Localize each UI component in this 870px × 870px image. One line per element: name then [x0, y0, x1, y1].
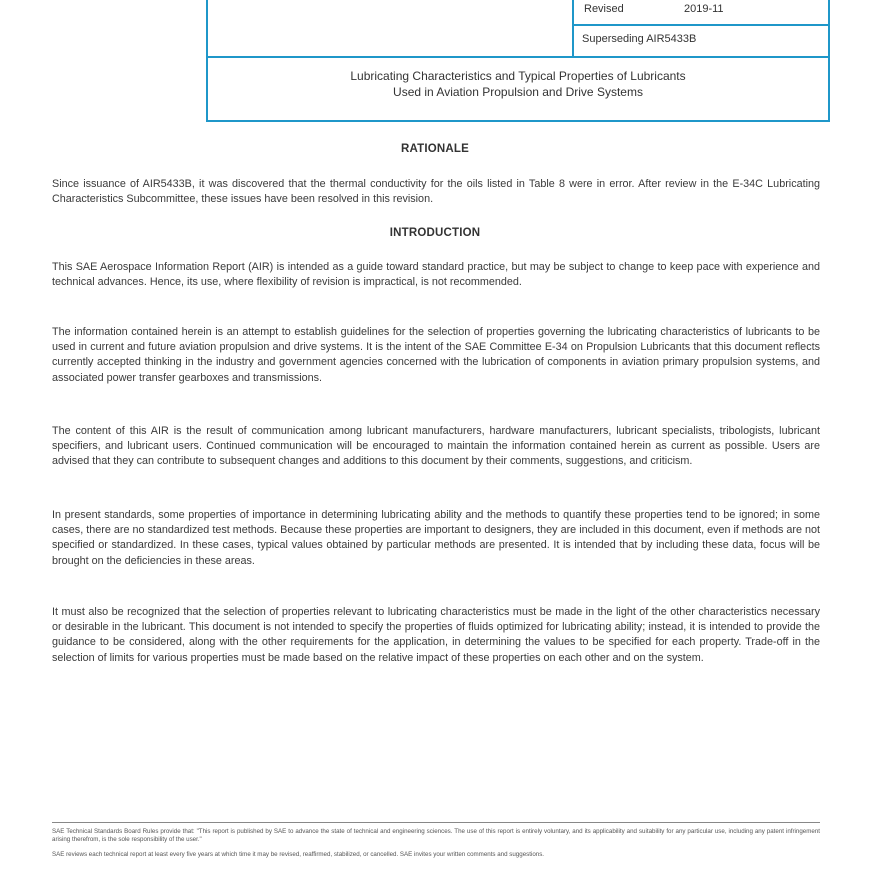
intro-paragraph-2: The information contained herein is an attempt to establish guidelines for the selection of properties governing the lubricating characteristics of lubricants to be used in current and future aviation propulsion and drive systems. It is the intent of the SAE Committee E-34 on Propulsion Lubricants that this document reflects currently accepted thinking in the industry and government agencies concerned with the lubrication of components in aviation primary propulsion systems, and associated power transfer gearboxes and transmissions.: [52, 326, 820, 384]
introduction-heading: INTRODUCTION: [389, 227, 481, 239]
revised-date: 2019-11: [684, 3, 724, 15]
footer-divider: [52, 822, 820, 823]
rationale-heading: RATIONALE: [400, 143, 470, 155]
superseding-row: [574, 26, 830, 52]
intro-paragraph-3: The content of this AIR is the result of communication among lubricant manufacturers, hardware manufacturers, lubricant specialists, tribologists, lubricant specifiers, and lubricant users. Continued communication will be encouraged to maintain the information contained herein as current as possible. Users are advised that they can contribute to subsequent changes and additions to this document by their comments, suggestions, and criticism.: [52, 425, 820, 468]
document-title-line-1: Lubricating Characteristics and Typical Properties of Lubricants: [350, 69, 686, 83]
superseding-text: Superseding AIR5433B: [582, 33, 697, 45]
revised-label: Revised: [584, 3, 624, 15]
rationale-paragraph: Since issuance of AIR5433B, it was discovered that the thermal conductivity for the oils listed in Table 8 were in error. After review in the E-34C Lubricating Characteristics Subcommittee, these issues have been resolved in this revision.: [52, 178, 820, 206]
header-top-section: [208, 0, 828, 58]
document-title: [208, 68, 828, 100]
intro-paragraph-1: This SAE Aerospace Information Report (AIR) is intended as a guide toward standard practice, but may be subject to change to keep pace with experience and technical advances. Hence, its use, where flexibility of revision is impractical, is not recommended.: [52, 261, 820, 289]
document-title-line-2: Used in Aviation Propulsion and Drive Systems: [393, 85, 643, 99]
revised-row: [574, 0, 830, 26]
intro-paragraph-4: In present standards, some properties of importance in determining lubricating ability and the methods to quantify these properties tend to be ignored; in some cases, there are no standardized test methods. Because these properties are important to designers, they are included in this document, even if methods are not specified or standardized. In these cases, typical values obtained by particular methods are presented. It is intended that by including these data, focus will be brought on the deficiencies in these areas.: [52, 509, 820, 567]
document-header-box: [206, 0, 830, 122]
intro-paragraph-5: It must also be recognized that the selection of properties relevant to lubricating characteristics must be made in the light of the other characteristics necessary or desirable in the lubricant. This document is not intended to specify the properties of fluids optimized for lubricating ability; instead, it is intended to provide the guidance to be considered, along with the other requirements for the application, in determining the values to be specified for each property. Trade-off in the selection of limits for various properties must be made based on the relative impact of these properties on each other and on the system.: [52, 606, 820, 664]
revision-info-panel: [572, 0, 830, 56]
footer-disclaimer: SAE Technical Standards Board Rules provide that: "This report is published by SAE to advance the state of technical and engineering sciences. The use of this report is entirely voluntary, and its applicability and suitability for any particular use, including any patent infringement arising therefrom, is the sole responsibility of the user.": [52, 828, 820, 843]
footer-review-note: SAE reviews each technical report at least every five years at which time it may be revised, reaffirmed, stabilized, or cancelled. SAE invites your written comments and suggestions.: [52, 851, 545, 858]
